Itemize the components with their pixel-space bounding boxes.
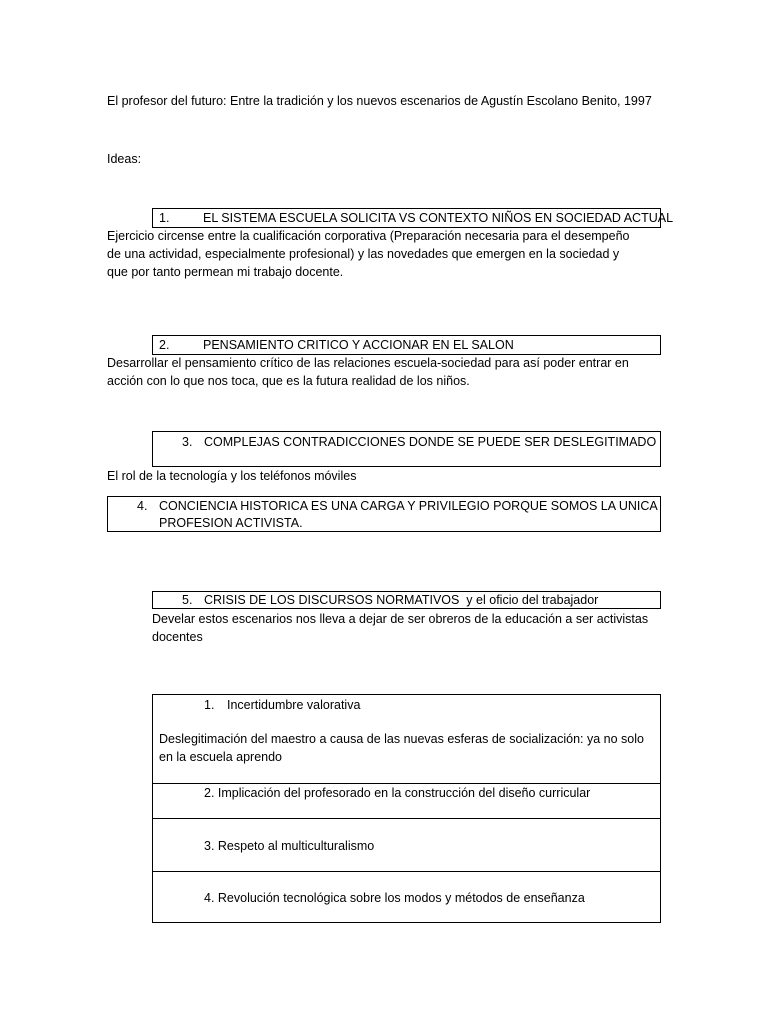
table-row-1-number: 1.	[204, 698, 215, 712]
section-3-heading: COMPLEJAS CONTRADICCIONES DONDE SE PUEDE SER DESLEGITIMADO	[204, 435, 657, 449]
section-5-number: 5.	[182, 593, 193, 607]
section-2-body	[107, 354, 629, 390]
section-3-number: 3.	[182, 435, 193, 449]
ideas-label: Ideas:	[107, 152, 142, 166]
section-2-body-line: Desarrollar el pensamiento crítico de las relaciones escuela-sociedad para así poder entrar en	[107, 356, 629, 370]
table-row-2-text: 2. Implicación del profesorado en la construcción del diseño curricular	[204, 786, 591, 800]
section-2-heading-box	[152, 335, 661, 355]
table-row-1-title: Incertidumbre valorativa	[227, 698, 361, 712]
section-1-heading: EL SISTEMA ESCUELA SOLICITA VS CONTEXTO NIÑOS EN SOCIEDAD ACTUAL	[203, 211, 674, 225]
section-2-number: 2.	[159, 338, 170, 352]
section-1-body-line: de una actividad, especialmente profesional) y las novedades que emergen en la sociedad y	[107, 247, 620, 261]
table-row-divider	[153, 818, 660, 819]
section-5-body	[152, 610, 648, 646]
section-4-number: 4.	[137, 499, 148, 513]
section-4-heading-line: CONCIENCIA HISTORICA ES UNA CARGA Y PRIVILEGIO PORQUE SOMOS LA UNICA	[159, 499, 658, 513]
section-3-heading-box	[152, 431, 661, 467]
section-3-body: El rol de la tecnología y los teléfonos móviles	[107, 469, 357, 483]
section-1-body-line: Ejercicio circense entre la cualificación corporativa (Preparación necesaria para el desempeño	[107, 229, 630, 243]
section-1-heading-box	[152, 208, 674, 228]
table-row-3-text: 3. Respeto al multiculturalismo	[204, 839, 375, 853]
table-row-4-text: 4. Revolución tecnológica sobre los modos y métodos de enseñanza	[204, 891, 585, 905]
document-title: El profesor del futuro: Entre la tradición y los nuevos escenarios de Agustín Escolano Benito, 1997	[107, 94, 652, 108]
section-5-body-line: Develar estos escenarios nos lleva a dejar de ser obreros de la educación a ser activistas	[152, 612, 649, 626]
table-row-divider	[153, 871, 660, 872]
section-4-heading-line: PROFESION ACTIVISTA.	[159, 516, 303, 530]
section-1-body	[107, 227, 630, 281]
section-4-heading-box	[107, 496, 661, 532]
section-5-heading: CRISIS DE LOS DISCURSOS NORMATIVOS y el oficio del trabajador	[204, 593, 599, 607]
table-row-1-detail-line: Deslegitimación del maestro a causa de las nuevas esferas de socialización: ya no solo	[159, 732, 644, 746]
section-5-body-line: docentes	[152, 630, 203, 644]
section-1-body-line: que por tanto permean mi trabajo docente.	[107, 265, 344, 279]
table-row-1-detail-line: en la escuela aprendo	[159, 750, 283, 764]
section-2-body-line: acción con lo que nos toca, que es la futura realidad de los niños.	[107, 374, 470, 388]
topics-table	[152, 694, 661, 923]
section-1-number: 1.	[159, 211, 170, 225]
section-5-heading-box	[152, 591, 661, 609]
section-2-heading: PENSAMIENTO CRITICO Y ACCIONAR EN EL SALON	[203, 338, 514, 352]
